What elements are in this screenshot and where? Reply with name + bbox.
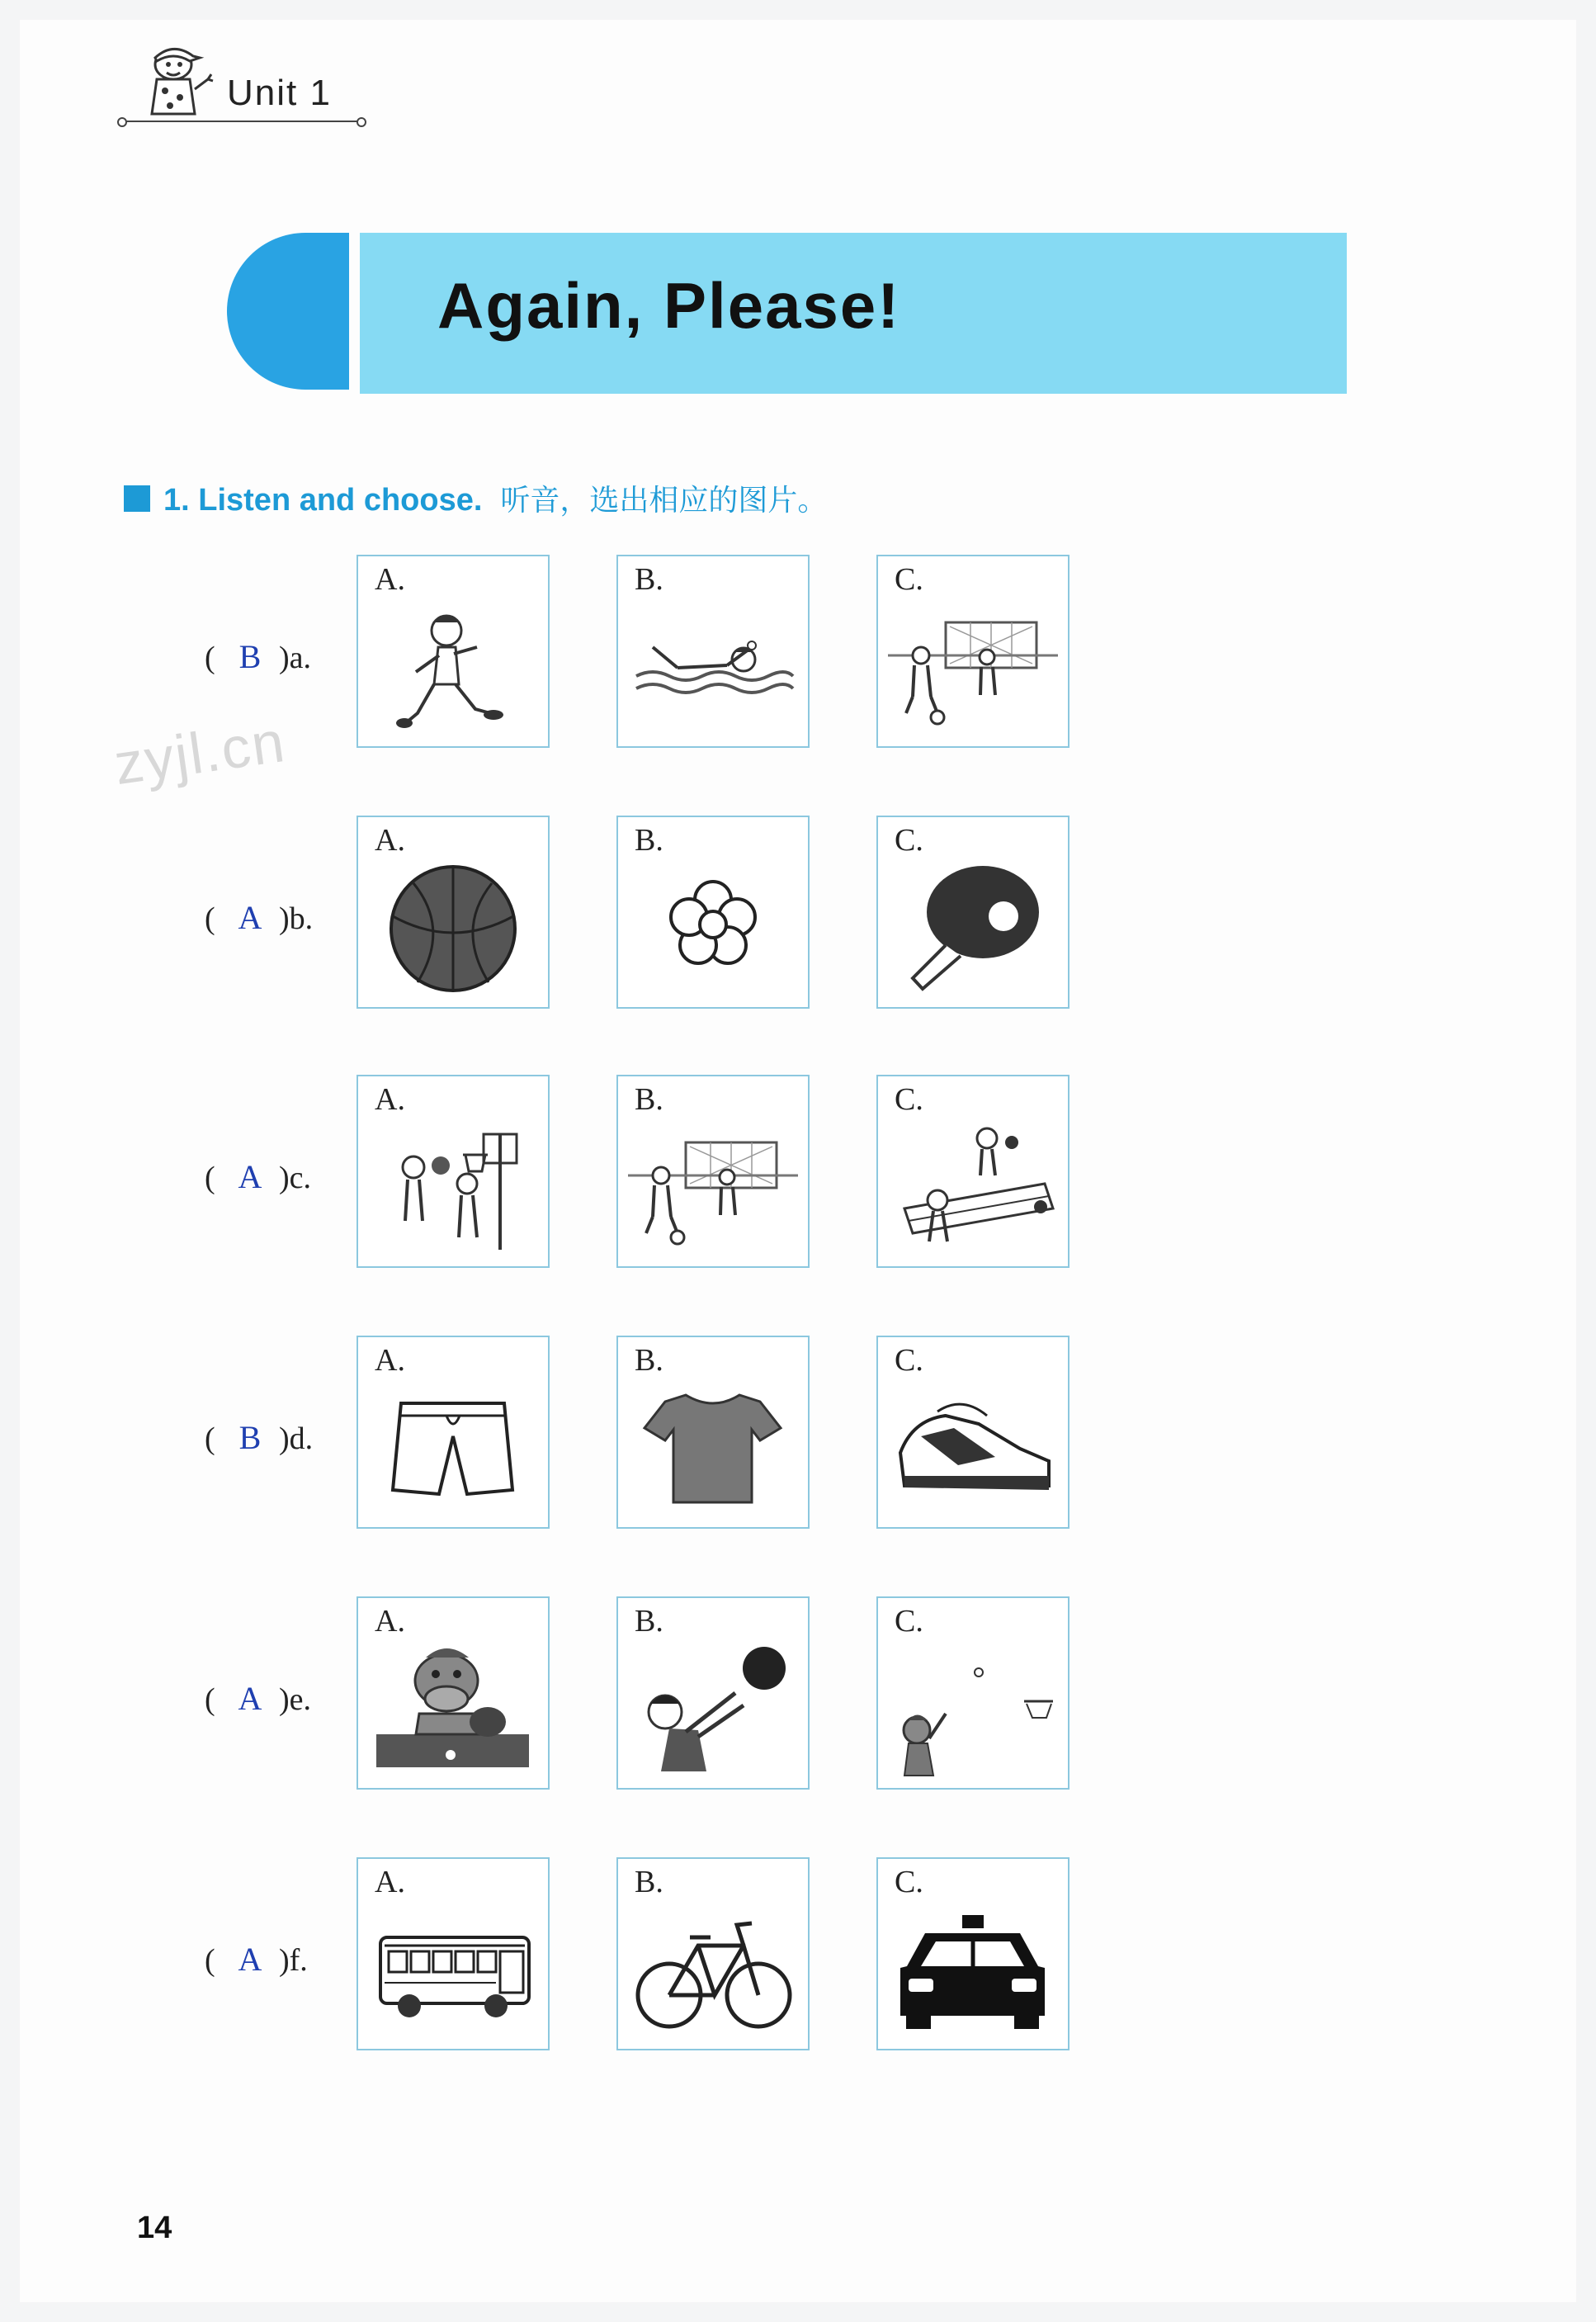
option-box[interactable] [357,1596,550,1790]
section-instruction: 听音，选出相应的图片。 [500,484,828,518]
close-paren: ) [279,901,290,936]
unit-underline [125,121,358,122]
question-row [0,1596,1155,1795]
answer-blank [205,637,311,676]
option-label: C. [895,1343,923,1378]
question-row [0,1075,1155,1273]
boy-shooting-basket-icon [888,1639,1058,1780]
question-letter: d. [289,1421,314,1456]
hippo-ping-pong-icon [368,1639,538,1780]
section-heading [124,477,827,519]
section-label: 1. Listen and choose. [163,483,483,518]
option-box[interactable] [357,1075,550,1268]
answer-text[interactable]: B [238,638,262,675]
option-box[interactable] [357,1336,550,1529]
shorts-icon [368,1379,538,1519]
option-label: A. [375,1082,405,1117]
sneaker-icon [888,1379,1058,1519]
basketball-icon [368,858,538,999]
option-label: B. [635,1865,663,1899]
option-label: C. [895,562,923,597]
option-box[interactable] [616,1075,810,1268]
ping-pong-paddle-icon [888,858,1058,999]
answer-text[interactable]: A [238,1941,262,1978]
question-row [0,1857,1155,2055]
flower-icon [628,858,798,999]
option-label: B. [635,1604,663,1639]
question-row [0,816,1155,1014]
section-marker-icon [124,485,150,512]
boy-catching-ball-icon [628,1639,798,1780]
option-label: B. [635,1343,663,1378]
answer-blank [205,1418,313,1457]
question-row [0,555,1155,753]
running-boy-icon [368,598,538,738]
option-box[interactable] [876,1336,1070,1529]
section-title [163,477,827,519]
open-paren: ( [205,1161,215,1195]
page-number: 14 [137,2211,172,2245]
option-label: B. [635,1082,663,1117]
option-box[interactable] [357,816,550,1009]
answer-text[interactable]: A [238,1158,262,1195]
open-paren: ( [205,1421,215,1456]
t-shirt-icon [628,1379,798,1519]
option-box[interactable] [616,1857,810,2050]
question-letter: b. [289,901,314,936]
option-label: C. [895,823,923,858]
question-letter: a. [289,641,312,675]
boy-mascot-icon [132,40,215,122]
option-label: A. [375,823,405,858]
open-paren: ( [205,641,215,675]
answer-text[interactable]: A [238,899,262,936]
option-label: C. [895,1082,923,1117]
bicycle-icon [628,1900,798,2041]
answer-blank [205,1157,311,1196]
close-paren: ) [279,1161,290,1195]
option-box[interactable] [876,1075,1070,1268]
question-letter: c. [289,1161,312,1195]
answer-blank [205,1679,311,1718]
ping-pong-players-icon [888,1118,1058,1258]
answer-text[interactable]: B [238,1419,262,1456]
soccer-game-icon [888,598,1058,738]
bus-icon [368,1900,538,2041]
option-label: A. [375,1343,405,1378]
option-box[interactable] [616,555,810,748]
question-letter: e. [289,1682,312,1717]
unit-label: Unit 1 [227,73,332,113]
option-label: C. [895,1865,923,1899]
page-title: Again, Please! [437,269,901,342]
option-box[interactable] [616,1596,810,1790]
answer-blank [205,898,313,937]
open-paren: ( [205,901,215,936]
option-label: A. [375,1604,405,1639]
option-box[interactable] [876,1596,1070,1790]
option-label: B. [635,823,663,858]
soccer-game-icon [628,1118,798,1258]
watermark: zyjl.cn [110,708,290,797]
close-paren: ) [279,1943,290,1978]
close-paren: ) [279,1421,290,1456]
open-paren: ( [205,1682,215,1717]
open-paren: ( [205,1943,215,1978]
close-paren: ) [279,641,290,675]
option-box[interactable] [616,1336,810,1529]
option-box[interactable] [876,1857,1070,2050]
option-label: B. [635,562,663,597]
option-label: A. [375,562,405,597]
option-label: C. [895,1604,923,1639]
taxi-icon [888,1900,1058,2041]
option-box[interactable] [357,1857,550,2050]
swimming-icon [628,598,798,738]
option-box[interactable] [616,816,810,1009]
option-box[interactable] [876,555,1070,748]
option-box[interactable] [876,816,1070,1009]
option-label: A. [375,1865,405,1899]
unit-header [124,40,363,130]
answer-text[interactable]: A [238,1680,262,1717]
option-box[interactable] [357,555,550,748]
question-row [0,1336,1155,1534]
close-paren: ) [279,1682,290,1717]
answer-blank [205,1940,308,1979]
question-letter: f. [289,1943,308,1978]
basketball-players-icon [368,1118,538,1258]
